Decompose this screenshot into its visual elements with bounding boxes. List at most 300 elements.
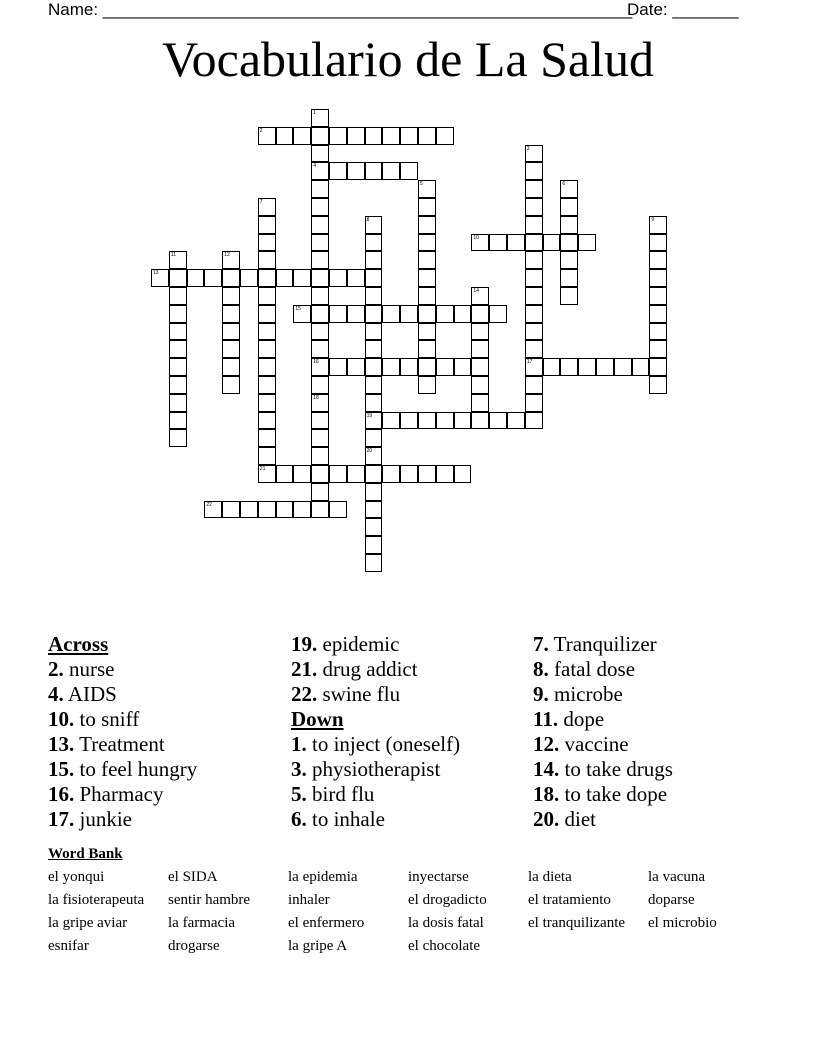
cell-number: 16	[313, 359, 319, 366]
cell-number: 20	[366, 448, 373, 455]
crossword-cell[interactable]	[258, 198, 276, 216]
crossword-cell[interactable]	[365, 305, 383, 323]
crossword-cell[interactable]	[311, 465, 329, 483]
crossword-cell[interactable]	[507, 234, 525, 252]
crossword-cell[interactable]	[222, 340, 240, 358]
crossword-cell[interactable]	[169, 269, 187, 287]
crossword-cell[interactable]	[365, 234, 383, 252]
crossword-cell[interactable]	[560, 269, 578, 287]
crossword-cell[interactable]	[365, 447, 383, 465]
crossword-cell[interactable]	[560, 234, 578, 252]
crossword-cell[interactable]	[311, 216, 329, 234]
crossword-cell[interactable]	[525, 412, 543, 430]
crossword-cell[interactable]	[418, 127, 436, 145]
crossword-cell[interactable]	[400, 162, 418, 180]
clue-item	[48, 732, 197, 757]
crossword-cell[interactable]	[418, 358, 436, 376]
crossword-cell[interactable]	[454, 358, 472, 376]
crossword-cell[interactable]	[454, 412, 472, 430]
crossword-cell[interactable]	[311, 376, 329, 394]
crossword-cell[interactable]	[489, 234, 507, 252]
crossword-cell[interactable]	[382, 358, 400, 376]
crossword-cell[interactable]	[169, 394, 187, 412]
clue-text: swine flu	[317, 682, 401, 706]
word-bank-item: doparse	[648, 892, 695, 908]
clue-item	[48, 782, 197, 807]
crossword-cell[interactable]	[276, 465, 294, 483]
cell-number: 22	[206, 501, 212, 508]
crossword-cell[interactable]	[258, 216, 276, 234]
crossword-cell[interactable]	[347, 465, 365, 483]
crossword-cell[interactable]	[525, 198, 543, 216]
cell-number: 1	[313, 110, 316, 116]
crossword-cell[interactable]	[560, 216, 578, 234]
crossword-cell[interactable]	[525, 305, 543, 323]
word-bank-item: esnifar	[48, 938, 89, 954]
crossword-cell[interactable]	[365, 358, 383, 376]
crossword-cell[interactable]	[169, 376, 187, 394]
crossword-cell[interactable]	[560, 198, 578, 216]
word-bank-item: el drogadicto	[408, 892, 487, 908]
clue-item	[48, 707, 197, 732]
crossword-cell[interactable]	[329, 501, 347, 519]
crossword-cell[interactable]	[293, 305, 311, 323]
word-bank-item: inyectarse	[408, 869, 469, 885]
crossword-cell[interactable]	[525, 145, 543, 163]
crossword-cell[interactable]	[489, 305, 507, 323]
crossword-cell[interactable]	[222, 287, 240, 305]
crossword-cell[interactable]	[525, 269, 543, 287]
crossword-cell[interactable]	[507, 412, 525, 430]
crossword-cell[interactable]	[365, 536, 383, 554]
cell-number: 19	[366, 412, 373, 419]
cell-number: 5	[420, 181, 423, 188]
crossword-cell[interactable]	[258, 269, 276, 287]
word-bank-item: el SIDA	[168, 869, 218, 885]
crossword-cell[interactable]	[418, 323, 436, 341]
crossword-cell[interactable]	[258, 376, 276, 394]
clue-number: 22.	[291, 682, 318, 706]
crossword-cell[interactable]	[222, 305, 240, 323]
crossword-cell[interactable]	[560, 287, 578, 305]
crossword-cell[interactable]	[400, 358, 418, 376]
crossword-cell[interactable]	[329, 465, 347, 483]
crossword-cell[interactable]	[222, 251, 240, 269]
clue-item	[533, 757, 673, 782]
clue-number: 21.	[291, 657, 318, 681]
clue-number: 20.	[533, 807, 560, 831]
crossword-cell[interactable]	[347, 162, 365, 180]
crossword-cell[interactable]	[329, 127, 347, 145]
crossword-cell[interactable]	[311, 429, 329, 447]
crossword-cell[interactable]	[649, 251, 667, 269]
crossword-cell[interactable]	[311, 340, 329, 358]
crossword-cell[interactable]	[329, 358, 347, 376]
clue-item	[48, 757, 197, 782]
crossword-cell[interactable]	[525, 162, 543, 180]
cell-number: 17	[526, 359, 533, 366]
crossword-cell[interactable]	[382, 305, 400, 323]
cell-number: 9	[651, 216, 655, 223]
crossword-cell[interactable]	[258, 501, 276, 519]
clue-text: Pharmacy	[74, 782, 164, 806]
crossword-cell[interactable]	[525, 287, 543, 305]
clue-text: to inhale	[306, 807, 385, 831]
crossword-cell[interactable]	[311, 109, 329, 127]
clue-item	[291, 807, 460, 832]
crossword-cell[interactable]	[311, 198, 329, 216]
crossword-cell[interactable]	[471, 287, 489, 305]
crossword-cell[interactable]	[525, 234, 543, 252]
crossword-cell[interactable]	[365, 269, 383, 287]
clue-number: 9.	[533, 682, 549, 706]
crossword-cell[interactable]	[365, 554, 383, 572]
clue-text: drug addict	[317, 657, 418, 681]
clues-column-3	[533, 632, 673, 832]
clue-item	[291, 657, 460, 682]
crossword-cell[interactable]	[258, 340, 276, 358]
crossword-cell[interactable]	[649, 269, 667, 287]
crossword-cell[interactable]	[347, 127, 365, 145]
word-bank-item: el microbio	[648, 915, 717, 931]
crossword-cell[interactable]	[400, 412, 418, 430]
word-bank-item: sentir hambre	[168, 892, 251, 908]
crossword-cell[interactable]	[187, 269, 205, 287]
word-bank-item: la dieta	[528, 869, 572, 885]
crossword-cell[interactable]	[258, 429, 276, 447]
crossword-cell[interactable]	[418, 216, 436, 234]
word-bank-item: la farmacia	[168, 915, 236, 931]
cell-number: 7	[259, 199, 263, 205]
clues-column-1	[48, 632, 197, 832]
across-heading: Across	[48, 632, 109, 656]
down-heading: Down	[291, 707, 344, 731]
crossword-cell[interactable]	[222, 376, 240, 394]
crossword-cell[interactable]	[311, 483, 329, 501]
crossword-cell[interactable]	[311, 447, 329, 465]
clue-text: epidemic	[317, 632, 400, 656]
crossword-cell[interactable]	[471, 323, 489, 341]
crossword-cell[interactable]	[471, 305, 489, 323]
crossword-cell[interactable]	[525, 180, 543, 198]
crossword-cell[interactable]	[276, 127, 294, 145]
crossword-cell[interactable]	[365, 323, 383, 341]
crossword-cell[interactable]	[347, 269, 365, 287]
crossword-cell[interactable]	[169, 251, 187, 269]
clue-text: vaccine	[559, 732, 629, 756]
word-bank-item: la dosis fatal	[408, 915, 484, 931]
clue-item	[533, 657, 673, 682]
name-field[interactable]: Name: ________________________________________________________	[48, 0, 633, 19]
clue-text: to sniff	[74, 707, 140, 731]
crossword-cell[interactable]	[365, 216, 383, 234]
crossword-cell[interactable]	[222, 323, 240, 341]
clue-text: to feel hungry	[74, 757, 198, 781]
crossword-cell[interactable]	[311, 162, 329, 180]
crossword-cell[interactable]	[578, 234, 596, 252]
clue-item	[533, 807, 673, 832]
crossword-cell[interactable]	[418, 465, 436, 483]
clue-text: diet	[559, 807, 596, 831]
clues-column-2	[291, 632, 460, 832]
crossword-cell[interactable]	[365, 162, 383, 180]
crossword-cell[interactable]	[329, 162, 347, 180]
crossword-cell[interactable]	[365, 251, 383, 269]
crossword-cell[interactable]	[596, 358, 614, 376]
crossword-cell[interactable]	[365, 465, 383, 483]
crossword-cell[interactable]	[258, 251, 276, 269]
crossword-cell[interactable]	[525, 394, 543, 412]
crossword-cell[interactable]	[382, 412, 400, 430]
clue-number: 17.	[48, 807, 75, 831]
crossword-cell[interactable]	[258, 127, 276, 145]
crossword-cell[interactable]	[649, 234, 667, 252]
crossword-cell[interactable]	[222, 358, 240, 376]
crossword-cell[interactable]	[258, 358, 276, 376]
clue-number: 16.	[48, 782, 75, 806]
crossword-cell[interactable]	[258, 394, 276, 412]
crossword-cell[interactable]	[560, 251, 578, 269]
crossword-cell[interactable]	[311, 269, 329, 287]
crossword-cell[interactable]	[365, 340, 383, 358]
word-bank-item: el tratamiento	[528, 892, 611, 908]
crossword-cell[interactable]	[525, 216, 543, 234]
clue-number: 3.	[291, 757, 307, 781]
crossword-cell[interactable]	[311, 305, 329, 323]
crossword-cell[interactable]	[471, 234, 489, 252]
crossword-cell[interactable]	[649, 340, 667, 358]
word-bank-item: la epidemia	[288, 869, 358, 885]
crossword-cell[interactable]	[560, 180, 578, 198]
crossword-cell[interactable]	[204, 269, 222, 287]
crossword-cell[interactable]	[329, 305, 347, 323]
word-bank-item: inhaler	[288, 892, 330, 908]
date-field[interactable]: Date: _______	[627, 0, 739, 19]
crossword-cell[interactable]	[240, 501, 258, 519]
clue-text: Tranquilizer	[548, 632, 657, 656]
crossword-cell[interactable]	[222, 269, 240, 287]
crossword-cell[interactable]	[418, 376, 436, 394]
crossword-cell[interactable]	[471, 394, 489, 412]
crossword-cell[interactable]	[311, 180, 329, 198]
crossword-cell[interactable]	[311, 501, 329, 519]
crossword-cell[interactable]	[258, 305, 276, 323]
word-bank-item: la vacuna	[648, 869, 706, 885]
cell-number: 12	[224, 252, 230, 259]
crossword-cell[interactable]	[471, 340, 489, 358]
word-bank-item: la gripe A	[288, 938, 348, 954]
clue-item	[48, 807, 197, 832]
crossword-cell[interactable]	[418, 234, 436, 252]
crossword-cell[interactable]	[347, 305, 365, 323]
crossword-cell[interactable]	[365, 483, 383, 501]
word-bank-title: Word Bank	[48, 846, 123, 862]
crossword-cell[interactable]	[543, 234, 561, 252]
crossword-cell[interactable]	[382, 162, 400, 180]
crossword-cell[interactable]	[525, 251, 543, 269]
crossword-cell[interactable]	[649, 216, 667, 234]
crossword-cell[interactable]	[258, 412, 276, 430]
cell-number: 2	[259, 127, 263, 134]
crossword-cell[interactable]	[329, 269, 347, 287]
cell-number: 6	[562, 181, 566, 188]
crossword-cell[interactable]	[276, 269, 294, 287]
crossword-cell[interactable]	[418, 251, 436, 269]
cell-number: 13	[153, 270, 159, 277]
crossword-cell[interactable]	[365, 394, 383, 412]
crossword-cell[interactable]	[311, 234, 329, 252]
crossword-cell[interactable]	[311, 323, 329, 341]
crossword-cell[interactable]	[169, 305, 187, 323]
crossword-cell[interactable]	[293, 465, 311, 483]
crossword-cell[interactable]	[258, 465, 276, 483]
crossword-cell[interactable]	[311, 127, 329, 145]
crossword-cell[interactable]	[560, 358, 578, 376]
word-bank-item: la fisioterapeuta	[48, 892, 145, 908]
crossword-cell[interactable]	[311, 145, 329, 163]
word-bank-item: drogarse	[168, 938, 220, 954]
clue-number: 7.	[533, 632, 549, 656]
crossword-cell[interactable]	[258, 234, 276, 252]
crossword-cell[interactable]	[471, 376, 489, 394]
crossword-cell[interactable]	[365, 429, 383, 447]
cell-number: 21	[259, 466, 266, 472]
word-bank-item: la gripe aviar	[48, 915, 128, 931]
crossword-cell[interactable]	[258, 447, 276, 465]
clue-text: to take drugs	[559, 757, 673, 781]
crossword-cell[interactable]	[649, 305, 667, 323]
crossword-cell[interactable]	[169, 340, 187, 358]
crossword-cell[interactable]	[525, 340, 543, 358]
crossword-cell[interactable]	[169, 287, 187, 305]
cell-number: 3	[526, 145, 530, 152]
crossword-cell[interactable]	[258, 323, 276, 341]
crossword-cell[interactable]	[418, 340, 436, 358]
crossword-cell[interactable]	[169, 412, 187, 430]
clue-number: 5.	[291, 782, 307, 806]
word-bank-item: el yonqui	[48, 869, 105, 885]
crossword-cell[interactable]	[365, 518, 383, 536]
crossword-cell[interactable]	[169, 323, 187, 341]
clue-text: nurse	[63, 657, 115, 681]
crossword-cell[interactable]	[418, 412, 436, 430]
crossword-cell[interactable]	[311, 251, 329, 269]
crossword-cell[interactable]	[525, 358, 543, 376]
crossword-cell[interactable]	[365, 287, 383, 305]
crossword-cell[interactable]	[418, 287, 436, 305]
crossword-cell[interactable]	[454, 465, 472, 483]
crossword-cell[interactable]	[418, 305, 436, 323]
clue-item	[533, 682, 673, 707]
crossword-cell[interactable]	[365, 412, 383, 430]
crossword-cell[interactable]	[632, 358, 650, 376]
crossword-cell[interactable]	[222, 501, 240, 519]
crossword-cell[interactable]	[418, 198, 436, 216]
crossword-cell[interactable]	[525, 323, 543, 341]
crossword-cell[interactable]	[543, 358, 561, 376]
crossword-cell[interactable]	[471, 358, 489, 376]
crossword-cell[interactable]	[436, 358, 454, 376]
crossword-cell[interactable]	[311, 394, 329, 412]
clue-item	[291, 782, 460, 807]
word-bank	[48, 868, 768, 956]
crossword-cell[interactable]	[649, 376, 667, 394]
crossword-cell[interactable]	[169, 429, 187, 447]
crossword-cell[interactable]	[151, 269, 169, 287]
crossword-cell[interactable]	[489, 412, 507, 430]
crossword-cell[interactable]	[169, 358, 187, 376]
clue-item	[533, 632, 673, 657]
clue-item	[48, 682, 197, 707]
crossword-cell[interactable]	[365, 376, 383, 394]
clue-text: fatal dose	[548, 657, 636, 681]
clue-item	[533, 732, 673, 757]
word-bank-item: el tranquilizante	[528, 915, 626, 931]
crossword-cell[interactable]	[614, 358, 632, 376]
crossword-cell[interactable]	[293, 501, 311, 519]
clue-text: bird flu	[306, 782, 375, 806]
crossword-cell[interactable]	[382, 127, 400, 145]
crossword-cell[interactable]	[293, 269, 311, 287]
crossword-cell[interactable]	[525, 376, 543, 394]
clue-number: 10.	[48, 707, 75, 731]
crossword-cell[interactable]	[649, 323, 667, 341]
clue-number: 18.	[533, 782, 560, 806]
crossword-cell[interactable]	[276, 501, 294, 519]
clue-text: to inject (oneself)	[306, 732, 461, 756]
clue-number: 1.	[291, 732, 307, 756]
crossword-cell[interactable]	[418, 269, 436, 287]
clue-text: physiotherapist	[306, 757, 441, 781]
crossword-cell[interactable]	[400, 305, 418, 323]
crossword-cell[interactable]	[347, 358, 365, 376]
crossword-cell[interactable]	[204, 501, 222, 519]
crossword-cell[interactable]	[471, 412, 489, 430]
crossword-cell[interactable]	[382, 465, 400, 483]
crossword-cell[interactable]	[418, 180, 436, 198]
clue-number: 12.	[533, 732, 560, 756]
clue-number: 11.	[533, 707, 559, 731]
crossword-cell[interactable]	[365, 127, 383, 145]
clue-item	[533, 782, 673, 807]
crossword-cell[interactable]	[400, 127, 418, 145]
crossword-cell[interactable]	[240, 269, 258, 287]
clue-text: to take dope	[559, 782, 668, 806]
cell-number: 10	[473, 234, 479, 241]
clue-text: microbe	[548, 682, 623, 706]
crossword-cell[interactable]	[436, 412, 454, 430]
crossword-cell[interactable]	[649, 287, 667, 305]
clue-item	[291, 757, 460, 782]
cell-number: 11	[170, 252, 176, 259]
crossword-cell[interactable]	[311, 412, 329, 430]
crossword-cell[interactable]	[311, 287, 329, 305]
crossword-cell[interactable]	[400, 465, 418, 483]
crossword-cell[interactable]	[436, 127, 454, 145]
crossword-cell[interactable]	[578, 358, 596, 376]
crossword-cell[interactable]	[258, 287, 276, 305]
crossword-cell[interactable]	[436, 305, 454, 323]
crossword-cell[interactable]	[436, 465, 454, 483]
crossword-cell[interactable]	[454, 305, 472, 323]
cell-number: 4	[313, 163, 316, 170]
clue-item	[533, 707, 673, 732]
crossword-cell[interactable]	[311, 358, 329, 376]
clue-item	[291, 632, 460, 657]
crossword-cell[interactable]	[293, 127, 311, 145]
crossword-cell[interactable]	[649, 358, 667, 376]
crossword-cell[interactable]	[365, 501, 383, 519]
